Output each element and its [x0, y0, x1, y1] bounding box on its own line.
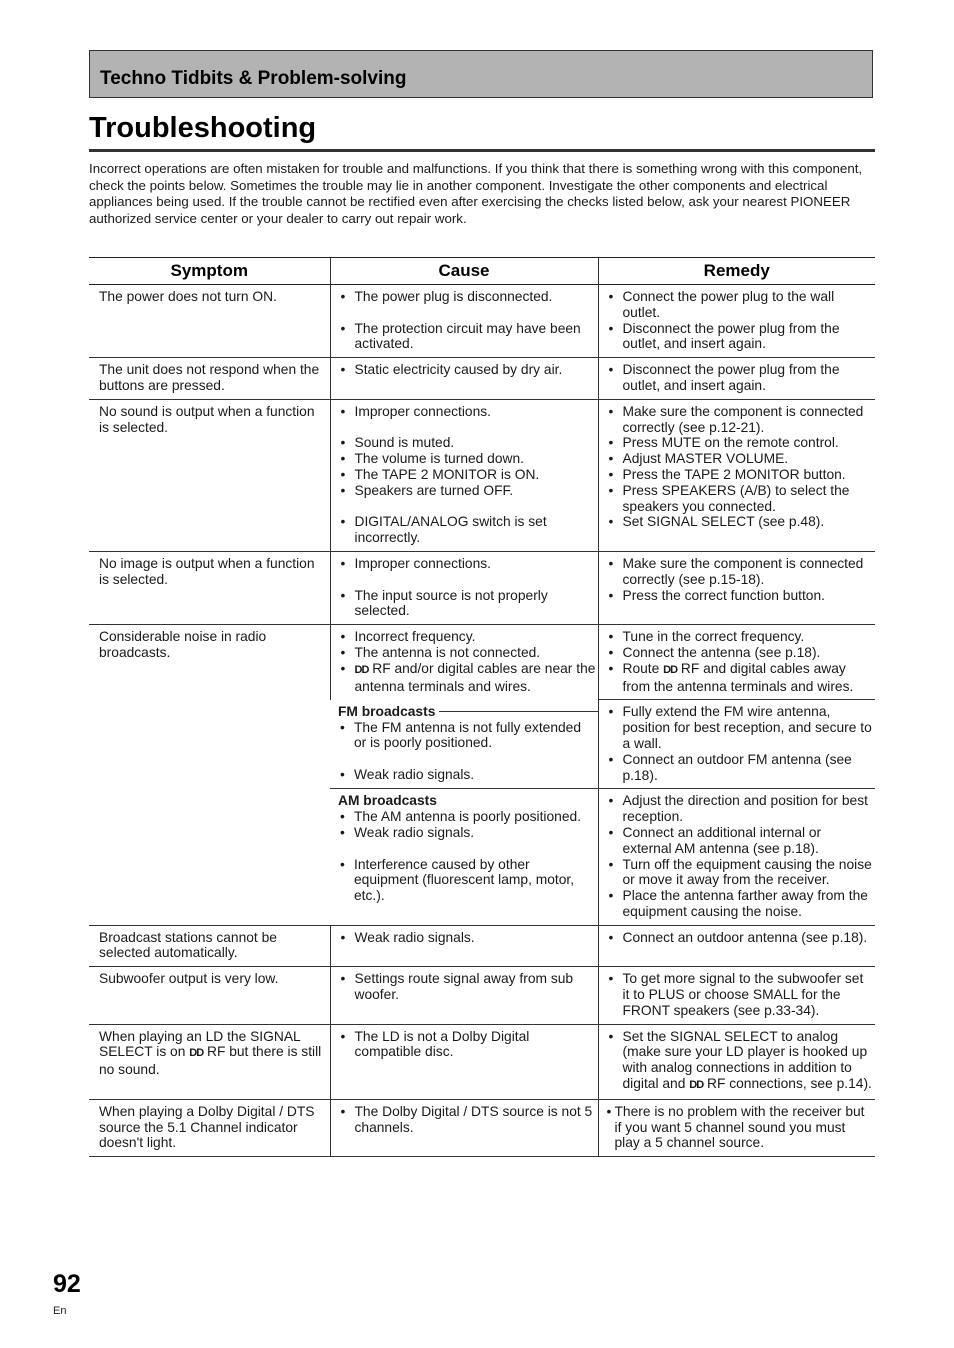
cause-item: • Static electricity caused by dry air.: [339, 362, 596, 378]
cause-item: • Speakers are turned OFF.: [339, 483, 596, 499]
symptom-cell: [89, 1024, 330, 1099]
cause-item: • Weak radio signals.: [338, 825, 596, 841]
remedy-cell: [598, 358, 875, 400]
cause-item: • The TAPE 2 MONITOR is ON.: [339, 467, 596, 483]
remedy-item: [607, 661, 874, 695]
page-number: 92: [53, 1270, 81, 1298]
cause-item: • Improper connections.: [339, 556, 596, 572]
remedy-prefix: Route: [622, 660, 660, 676]
remedy-item: • Connect an additional internal or external AM antenna (see p.18).: [607, 825, 874, 857]
cause-cell: [330, 285, 598, 358]
remedy-item: • Disconnect the power plug from the outlet, and insert again.: [607, 362, 874, 394]
table-row: [89, 285, 875, 358]
remedy-item: • Connect the antenna (see p.18).: [607, 645, 874, 661]
remedy-item: • Turn off the equipment causing the noise or move it away from the receiver.: [607, 857, 874, 889]
symptom-cell: Considerable noise in radio broadcasts.: [89, 625, 330, 926]
table-row: [89, 625, 875, 700]
remedy-text: RF and digital cables away from the antenna terminals and wires.: [622, 660, 854, 694]
fm-broadcasts-heading: [338, 704, 596, 720]
cause-cell: [330, 399, 598, 551]
cause-cell: [330, 789, 598, 925]
cause-cell: [330, 967, 598, 1024]
table-header-row: [89, 258, 875, 285]
cause-cell: [330, 1024, 598, 1099]
cause-cell: [330, 925, 598, 967]
remedy-item: • Press the TAPE 2 MONITOR button.: [607, 467, 874, 483]
am-broadcasts-heading: [338, 793, 596, 809]
symptom-text: When playing an LD the SIGNAL SELECT is on: [99, 1028, 301, 1060]
remedy-cell: [598, 285, 875, 358]
cause-item: • The volume is turned down.: [339, 451, 596, 467]
cause-cell: [330, 358, 598, 400]
cause-cell: [330, 1099, 598, 1156]
remedy-cell: [598, 700, 875, 789]
cause-cell: [330, 625, 598, 700]
cause-item: • Settings route signal away from sub woofer.: [339, 971, 596, 1003]
cause-item: • The antenna is not connected.: [339, 645, 596, 661]
cause-item: • Weak radio signals.: [339, 930, 596, 946]
remedy-item: • Set SIGNAL SELECT (see p.48).: [607, 514, 874, 530]
heading-rule: [439, 711, 597, 712]
cause-item: • The LD is not a Dolby Digital compatible disc.: [339, 1029, 596, 1061]
remedy-item: • Tune in the correct frequency.: [607, 629, 874, 645]
dolby-digital-icon: DD: [354, 663, 369, 676]
table-row: [89, 399, 875, 551]
cause-item: • The FM antenna is not fully extended or is poorly positioned.: [338, 720, 596, 752]
remedy-cell: [598, 925, 875, 967]
language-code: En: [53, 1305, 67, 1317]
remedy-item: • Make sure the component is connected correctly (see p.15-18).: [607, 556, 874, 588]
remedy-item: • Connect an outdoor antenna (see p.18).: [607, 930, 874, 946]
table-row: [89, 1099, 875, 1156]
remedy-item: • To get more signal to the subwoofer set it to PLUS or choose SMALL for the FRONT speakers (see p.33-34).: [607, 971, 874, 1018]
table-row: [89, 925, 875, 967]
cause-item: • The AM antenna is poorly positioned.: [338, 809, 596, 825]
remedy-item: • Connect an outdoor FM antenna (see p.18).: [607, 752, 874, 784]
symptom-cell: No sound is output when a function is selected.: [89, 399, 330, 551]
remedy-item: • Make sure the component is connected correctly (see p.12-21).: [607, 404, 874, 436]
table-row: [89, 1024, 875, 1099]
remedy-item: • Adjust MASTER VOLUME.: [607, 451, 874, 467]
section-header-bar: [89, 50, 873, 98]
remedy-item: • Connect the power plug to the wall outlet.: [607, 289, 874, 321]
cause-item: • The power plug is disconnected.: [339, 289, 596, 305]
table-row: [89, 358, 875, 400]
cause-item: • Improper connections.: [339, 404, 596, 420]
cause-item: • The Dolby Digital / DTS source is not 5 channels.: [339, 1104, 596, 1136]
title-rule: [89, 149, 875, 152]
dolby-digital-icon: DD: [189, 1047, 204, 1060]
section-label: Techno Tidbits & Problem-solving: [100, 68, 407, 89]
cause-text: RF and/or digital cables are near the antenna terminals and wires.: [354, 660, 596, 694]
cause-item: • The input source is not properly selected.: [339, 588, 596, 620]
symptom-cell: No image is output when a function is selected.: [89, 551, 330, 624]
remedy-cell: [598, 1024, 875, 1099]
remedy-item: • Disconnect the power plug from the outlet, and insert again.: [607, 321, 874, 353]
remedy-text: RF connections, see p.14).: [706, 1076, 872, 1092]
remedy-item: • Adjust the direction and position for best reception.: [607, 793, 874, 825]
remedy-item: [607, 1029, 874, 1094]
dolby-digital-icon: DD: [689, 1079, 704, 1092]
column-header-remedy: Remedy: [598, 258, 875, 285]
remedy-cell: [598, 789, 875, 925]
remedy-cell: [598, 551, 875, 624]
remedy-cell: [598, 625, 875, 700]
cause-cell: [330, 700, 598, 789]
symptom-cell: When playing a Dolby Digital / DTS source the 5.1 Channel indicator doesn't light.: [89, 1099, 330, 1156]
table-row: [89, 967, 875, 1024]
am-heading-text: AM broadcasts: [338, 793, 437, 809]
remedy-item: • Press SPEAKERS (A/B) to select the speakers you connected.: [607, 483, 874, 515]
column-header-symptom: Symptom: [89, 258, 330, 285]
symptom-text: RF but there is still no sound.: [99, 1044, 322, 1078]
remedy-item: • There is no problem with the receiver but if you want 5 channel sound you must play a 5 channel source.: [607, 1104, 874, 1151]
remedy-cell: [598, 399, 875, 551]
cause-item: • Weak radio signals.: [338, 767, 596, 783]
remedy-item: • Press the correct function button.: [607, 588, 874, 604]
remedy-item: • Press MUTE on the remote control.: [607, 435, 874, 451]
troubleshooting-table: [89, 257, 875, 1157]
cause-item: • Interference caused by other equipment (fluorescent lamp, motor, etc.).: [338, 857, 596, 904]
dolby-digital-icon: DD: [663, 663, 678, 676]
cause-item: [339, 661, 596, 695]
symptom-cell: The power does not turn ON.: [89, 285, 330, 358]
symptom-cell: Broadcast stations cannot be selected automatically.: [89, 925, 330, 967]
cause-item: • Incorrect frequency.: [339, 629, 596, 645]
fm-heading-text: FM broadcasts: [338, 703, 436, 719]
table-row: [89, 551, 875, 624]
page-title: Troubleshooting: [89, 112, 317, 144]
remedy-text: Set the SIGNAL SELECT to analog (make sure your LD player is hooked up with analog connections in addition to digital and: [622, 1028, 868, 1092]
cause-item: • Sound is muted.: [339, 435, 596, 451]
cause-item: • The protection circuit may have been activated.: [339, 321, 596, 353]
symptom-cell: Subwoofer output is very low.: [89, 967, 330, 1024]
intro-paragraph: Incorrect operations are often mistaken for trouble and malfunctions. If you think that there is something wrong with this component, check the points below. Sometimes the trouble may lie in another component. Investigate the other components and electrical appliances being used. If the trouble cannot be rectified even after exercising the checks listed below, ask your nearest PIONEER authorized service center or your dealer to carry out repair work.: [89, 161, 863, 226]
remedy-cell: [598, 967, 875, 1024]
remedy-cell: [598, 1099, 875, 1156]
column-header-cause: Cause: [330, 258, 598, 285]
remedy-item: • Fully extend the FM wire antenna, position for best reception, and secure to a wall.: [607, 704, 874, 751]
cause-item: • DIGITAL/ANALOG switch is set incorrectly.: [339, 514, 596, 546]
symptom-cell: The unit does not respond when the buttons are pressed.: [89, 358, 330, 400]
cause-cell: [330, 551, 598, 624]
remedy-item: • Place the antenna farther away from the equipment causing the noise.: [607, 888, 874, 920]
